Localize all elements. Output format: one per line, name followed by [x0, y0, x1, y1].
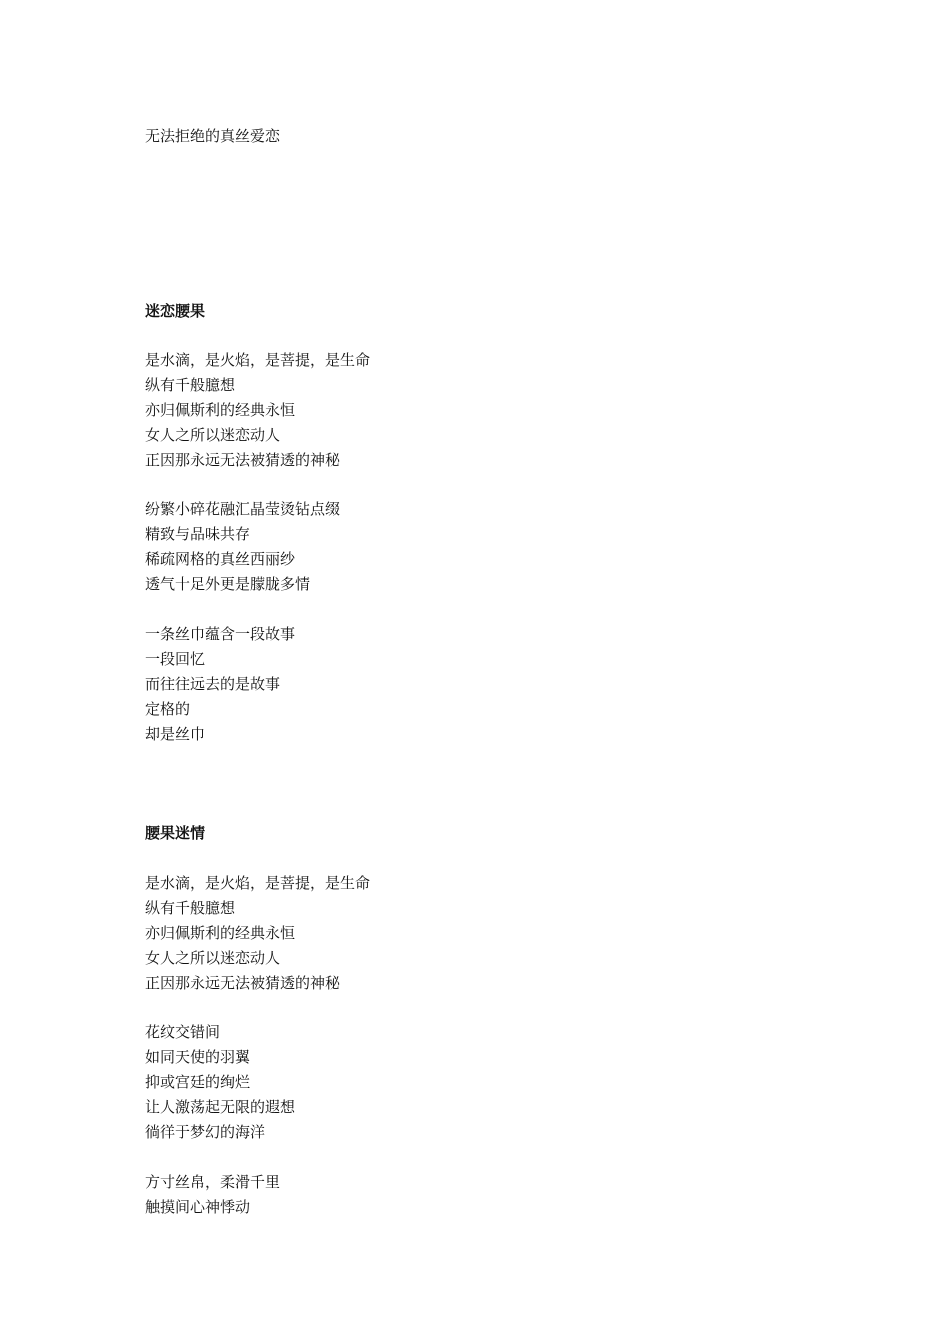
poem-line: 是水滴，是火焰，是菩提，是生命	[145, 351, 371, 369]
poem-line: 正因那永远无法被猜透的神秘	[145, 974, 341, 992]
poem-line: 是水滴，是火焰，是菩提，是生命	[145, 874, 371, 892]
poem-line: 纵有千般臆想	[145, 899, 236, 917]
poem-line: 抑或宫廷的绚烂	[145, 1073, 251, 1091]
poem-line: 方寸丝帛，柔滑千里	[145, 1173, 281, 1191]
poem-line: 稀疏网格的真丝西丽纱	[145, 550, 296, 568]
poem-line: 让人激荡起无限的遐想	[145, 1098, 296, 1116]
poem-line: 触摸间心神悸动	[145, 1198, 251, 1216]
poem-line: 定格的	[145, 700, 191, 718]
poem-line: 亦归佩斯利的经典永恒	[145, 401, 296, 419]
poem-line: 透气十足外更是朦胧多情	[145, 575, 311, 593]
poem-line: 精致与品味共存	[145, 525, 251, 543]
poem-line: 亦归佩斯利的经典永恒	[145, 924, 296, 942]
document-page	[145, 0, 845, 1344]
poem-line: 一段回忆	[145, 650, 206, 668]
poem-line: 纵有千般臆想	[145, 376, 236, 394]
document-title: 无法拒绝的真丝爱恋	[145, 127, 281, 145]
poem-line: 女人之所以迷恋动人	[145, 949, 281, 967]
poem-line: 女人之所以迷恋动人	[145, 426, 281, 444]
poem-line: 却是丝巾	[145, 725, 206, 743]
poem-line: 正因那永远无法被猜透的神秘	[145, 451, 341, 469]
poem-line: 而往往远去的是故事	[145, 675, 281, 693]
poem-line: 如同天使的羽翼	[145, 1048, 251, 1066]
poem-line: 花纹交错间	[145, 1023, 221, 1041]
section-heading: 迷恋腰果	[145, 302, 206, 320]
section-heading: 腰果迷情	[145, 824, 206, 842]
poem-line: 徜徉于梦幻的海洋	[145, 1123, 266, 1141]
poem-line: 一条丝巾蕴含一段故事	[145, 625, 296, 643]
poem-line: 纷繁小碎花融汇晶莹烫钻点缀	[145, 500, 341, 518]
